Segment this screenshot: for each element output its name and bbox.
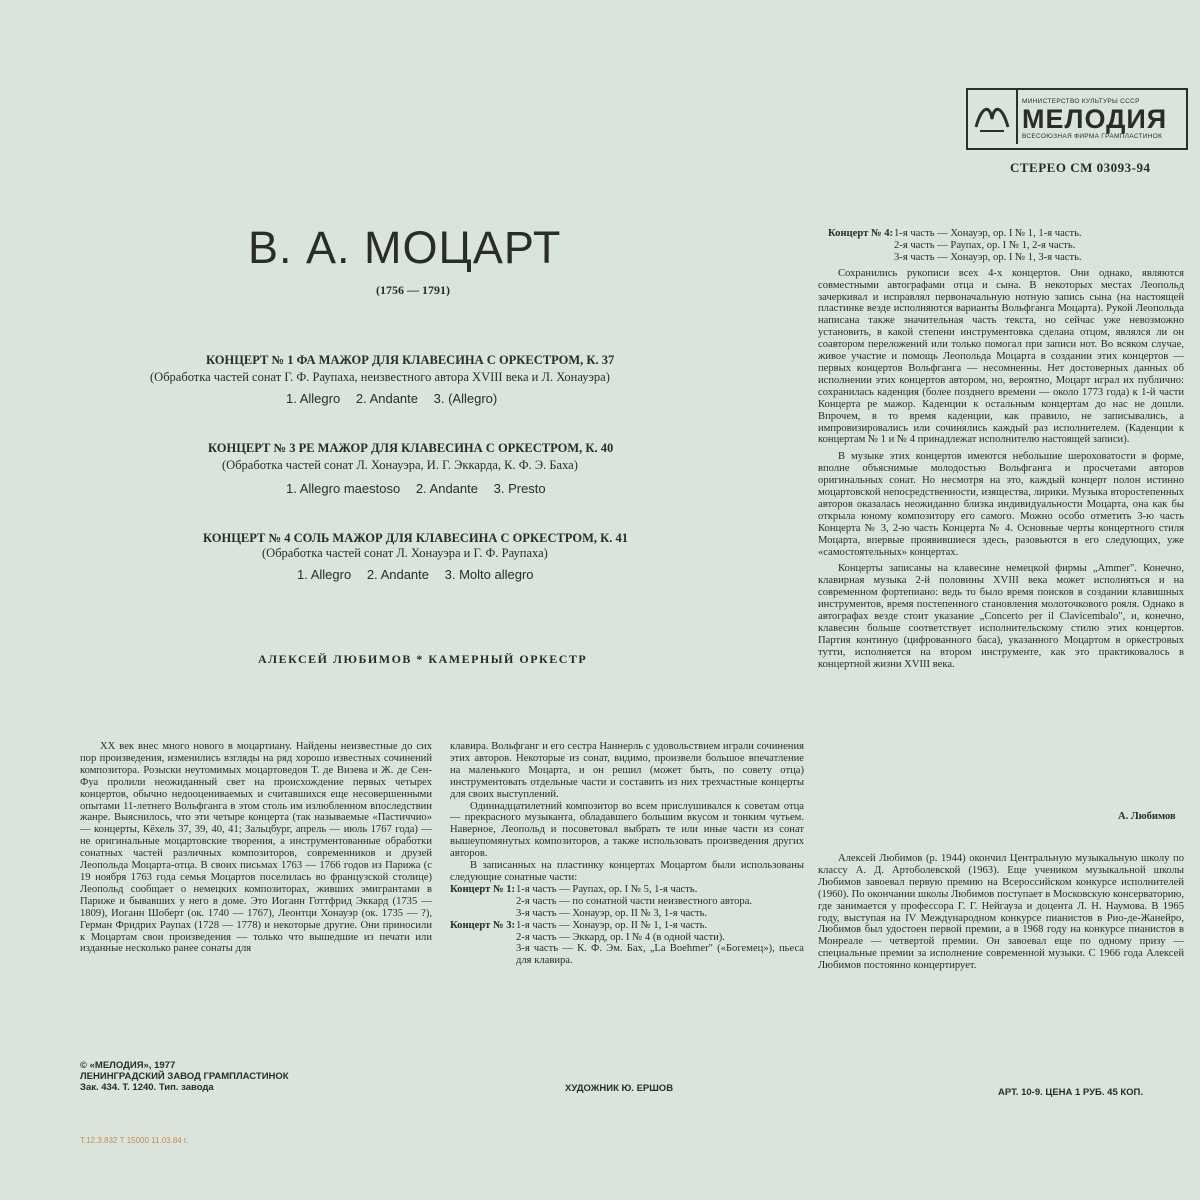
concerto-1-movements	[286, 391, 509, 406]
copyright: © «МЕЛОДИЯ», 1977	[80, 1060, 176, 1071]
factory: ЛЕНИНГРАДСКИЙ ЗАВОД ГРАМПЛАСТИНОК	[80, 1071, 289, 1082]
movement: 3. (Allegro)	[433, 391, 498, 406]
notes-column-3	[818, 228, 1184, 671]
composer-title: В. А. МОЦАРТ	[248, 222, 562, 273]
notes-paragraph: Одиннадцатилетний композитор во всем прислушивался к советам отца — прекрасного музыканта, обладавшего большим вкусом и тонким чутьем. Наверное, Леопольд и посоветовал выбрать те или иные части из сонат вышеупомянутых композиторов, а также использовать произведения других авторов.	[450, 800, 804, 860]
concerto-3-source: (Обработка частей сонат Л. Хонауэра, И. Г. Эккарда, К. Ф. Э. Баха)	[222, 458, 578, 472]
concerto-label: Концерт № 1:	[450, 883, 516, 895]
notes-paragraph: клавира. Вольфганг и его сестра Наннерль с удовольствием играли сочинения этих авторов. Некоторые из сонат, видимо, произвели большое впечатление на маленького Моцарта, и он решил (может быть, по совету отца) инструментовать отдельные части и составить из них трехчастные концерты для своих выступлений.	[450, 741, 804, 800]
source-line: 2-я часть — Эккард, ор. I № 4 (в одной части).	[516, 931, 725, 943]
melodiya-logo	[966, 88, 1188, 150]
notes-paragraph: XX век внес много нового в моцартиану. Найдены неизвестные до сих пор произведения, изменились взгляды на ряд хорошо известных сочинений композитора. Розыски неутомимых моцартоведов Т. де Визева и Ж. де Сен-Фуа пролили неожиданный свет на происхождение первых четырех концертов, обычно недооцениваемых и считавшихся еще несовершенными опытами 11-летнего Вольфганга в этом столь им излюбленном впоследствии жанре. Выяснилось, что эти четыре концерта (так называемые «Пастиччио» — концерты, Кёхель 37, 39, 40, 41; Зальцбург, апрель — июль 1767 года) — не оригинальные моцартовские творения, а инструментованные обработки сонатных частей различных композиторов, современников и друзей Леопольда Моцарта-отца. В своих письмах 1763 — 1766 годов из Парижа (с 19 ноября 1763 года семья Моцартов поселилась во французской столице) Леопольд сообщает о немецких композиторах, живших эмигрантами в Париже и бывавших у него в доме. Это Иоганн Готтфрид Эккард (1735 — 1809), Иоганн Шоберт (ок. 1740 — 1767), Леонтци Хонауэр (ок. 1735 — ?), Герман Фридрих Раупах (1728 — 1778) и некоторые другие. Они приносили к Моцартам свои произведения — только что вышедшие из печати или изданные несколько ранее сонаты для	[80, 741, 432, 955]
concerto-label: Концерт № 3:	[450, 919, 516, 931]
concerto-3-heading: КОНЦЕРТ № 3 РЕ МАЖОР ДЛЯ КЛАВЕСИНА С ОРКЕСТРОМ, К. 40	[208, 441, 614, 455]
movement: 2. Andante	[355, 391, 418, 406]
logo-name: МЕЛОДИЯ	[1022, 104, 1168, 134]
logo-company: ВСЕСОЮЗНАЯ ФИРМА ГРАМПЛАСТИНОК	[1022, 133, 1163, 140]
notes-paragraph: В записанных на пластинку концертах Моцартом были использованы следующие сонатные части:	[450, 860, 804, 883]
movement: 3. Molto allegro	[444, 567, 534, 582]
concerto-3-movements	[286, 481, 558, 496]
source-line: 1-я часть — Хонауэр, ор. II № 1, 1-я часть.	[516, 919, 708, 931]
notes-signature: А. Любимов	[1118, 811, 1176, 822]
source-line: 1-я часть — Раупах, ор. I № 5, 1-я часть.	[516, 883, 698, 895]
concerto-1-heading: КОНЦЕРТ № 1 ФА МАЖОР ДЛЯ КЛАВЕСИНА С ОРКЕСТРОМ, К. 37	[206, 353, 615, 367]
catalog-number: СТЕРЕО СМ 03093-94	[1010, 160, 1151, 175]
sources-table-1-3	[450, 884, 804, 967]
concerto-4-heading: КОНЦЕРТ № 4 СОЛЬ МАЖОР ДЛЯ КЛАВЕСИНА С ОРКЕСТРОМ, К. 41	[203, 531, 628, 545]
melodiya-emblem-icon	[968, 90, 1018, 144]
movement: 1. Allegro	[297, 567, 352, 582]
source-line: 1-я часть — Хонауэр, ор. I № 1, 1-я часть.	[894, 228, 1082, 239]
order-info: Зак. 434. Т. 1240. Тип. завода	[80, 1082, 214, 1093]
concerto-1-source: (Обработка частей сонат Г. Ф. Раупаха, неизвестного автора XVIII века и Л. Хонауэра)	[150, 370, 610, 384]
logo-ministry: МИНИСТЕРСТВО КУЛЬТУРЫ СССР	[1022, 98, 1140, 105]
sources-table-4	[828, 228, 1082, 264]
artist-credit: ХУДОЖНИК Ю. ЕРШОВ	[565, 1083, 674, 1094]
price: АРТ. 10-9. ЦЕНА 1 РУБ. 45 КОП.	[998, 1087, 1144, 1098]
notes-paragraph: В музыке этих концертов имеются небольшие шероховатости в форме, вполне объяснимые молодостью Вольфганга и просчетами авторов оригинальных сонат. Но несмотря на это, каждый концерт полон истинно моцартовской непосредственности, изящества, лирики. Музыка второстепенных авторов оказалась неожиданно близка индивидуальности Моцарта, она как бы открыла юному композитору его самого. Можно особо отметить 3-ю часть Концерта № 3, 2-ю часть Концерта № 4. Основные черты концертного стиля Моцарта, впервые проявившиеся здесь, разовьются в его следующих, уже «самостоятельных» концертах.	[818, 451, 1184, 558]
movement: 3. Presto	[493, 481, 546, 496]
source-line: 2-я часть — Раупах, ор. I № 1, 2-я часть.	[894, 239, 1076, 251]
source-line: 3-я часть — Хонауэр, ор. I № 1, 3-я часть.	[894, 251, 1082, 263]
print-stamp: Т.12.3.832 Т 15000 11.03.84 г.	[80, 1136, 189, 1145]
footer-publisher	[80, 1060, 289, 1093]
notes-paragraph: Концерты записаны на клавесине немецкой фирмы „Ammer". Конечно, клавирная музыка 2-й половины XVIII века может исполняться и на современном фортепиано: ведь то было время поисков в создании клавишных инструментов, время постепенного становления молоточкового рояля. Однако в автографах везде стоит указание „Concerto per il Clavicembalo", и, конечно, клавесин больше соответствует исполнительскому стилю этих концертов. Партия континуо (цифрованного баса), указанного Моцартом в оркестровых тутти, исполняется на втором инструменте, как это практиковалось в концертной жизни XVIII века.	[818, 563, 1184, 670]
source-line: 3-я часть — Хонауэр, ор. II № 3, 1-я часть.	[516, 907, 708, 919]
performer-bio	[818, 853, 1184, 972]
source-line: 3-я часть — К. Ф. Эм. Бах, „La Boehmer" («Богемец»), пьеса для клавира.	[516, 943, 804, 967]
bio-paragraph: Алексей Любимов (р. 1944) окончил Центральную музыкальную школу по классу А. Д. Артоболевской (1963). Еще учеником музыкальной школы Любимов завоевал первую премию на Всероссийском конкурсе исполнителей (1960). По окончании школы Любимов поступает в Московскую консерваторию, где занимается у профессора Г. Г. Нейгауза и доцента Л. Н. Наумова. В 1965 году, выступая на IV Международном конкурсе пианистов в Рио-де-Жанейро, Любимов был удостоен первой премии, а в 1968 году на конкурсе пианистов в Монреале — четвертой премии. Он завоевал еще по одному призу — специальные премии за исполнение современной музыки. С 1966 года Алексей Любимов постоянно концертирует.	[818, 853, 1184, 972]
movement: 2. Andante	[415, 481, 478, 496]
movement: 1. Allegro	[286, 391, 341, 406]
composer-years: (1756 — 1791)	[376, 283, 450, 297]
source-line: 2-я часть — по сонатной части неизвестного автора.	[516, 895, 753, 907]
concerto-4-source: (Обработка частей сонат Л. Хонауэра и Г. Ф. Раупаха)	[262, 546, 548, 560]
notes-column-2	[450, 741, 804, 967]
movement: 1. Allegro maestoso	[286, 481, 401, 496]
concerto-label: Концерт № 4:	[828, 228, 894, 239]
concerto-4-movements	[297, 567, 546, 582]
movement: 2. Andante	[366, 567, 429, 582]
notes-column-1	[80, 741, 432, 955]
performers: АЛЕКСЕЙ ЛЮБИМОВ * КАМЕРНЫЙ ОРКЕСТР	[258, 652, 588, 666]
notes-paragraph: Сохранились рукописи всех 4-х концертов. Они однако, являются совместными автографами отца и сына. В некоторых местах Леопольд зачеркивал и исправлял первоначальную нотную запись сына (на настоящей пластинке везде исполняются варианты Вольфганга Моцарта). Рукой Леопольда написана также значительная часть текста, но сейчас уже невозможно установить, в какой степени инструментовка сделана отцом, являлся ли он соавтором переложений или только помогал при записи нот. Во всяком случае, живое участие и помощь Леопольда Моцарта в создании этих концертов — первых концертов Вольфганга — несомненны. Нет достоверных данных об исполнении этих концертов автором, но, вероятно, Моцарт играл их публично: сохранилась каденция (более позднего времени — около 1773 года) к 1-й части Концерта ре мажор. Каденции к остальным концертам до нас не дошли. Впрочем, в то время каденции, как правило, не записывались, а импровизировались или сочинялись каждый раз исполнителем. (Каденции к концертам № 1 и № 4 принадлежат исполнителю настоящей записи).	[818, 267, 1184, 446]
